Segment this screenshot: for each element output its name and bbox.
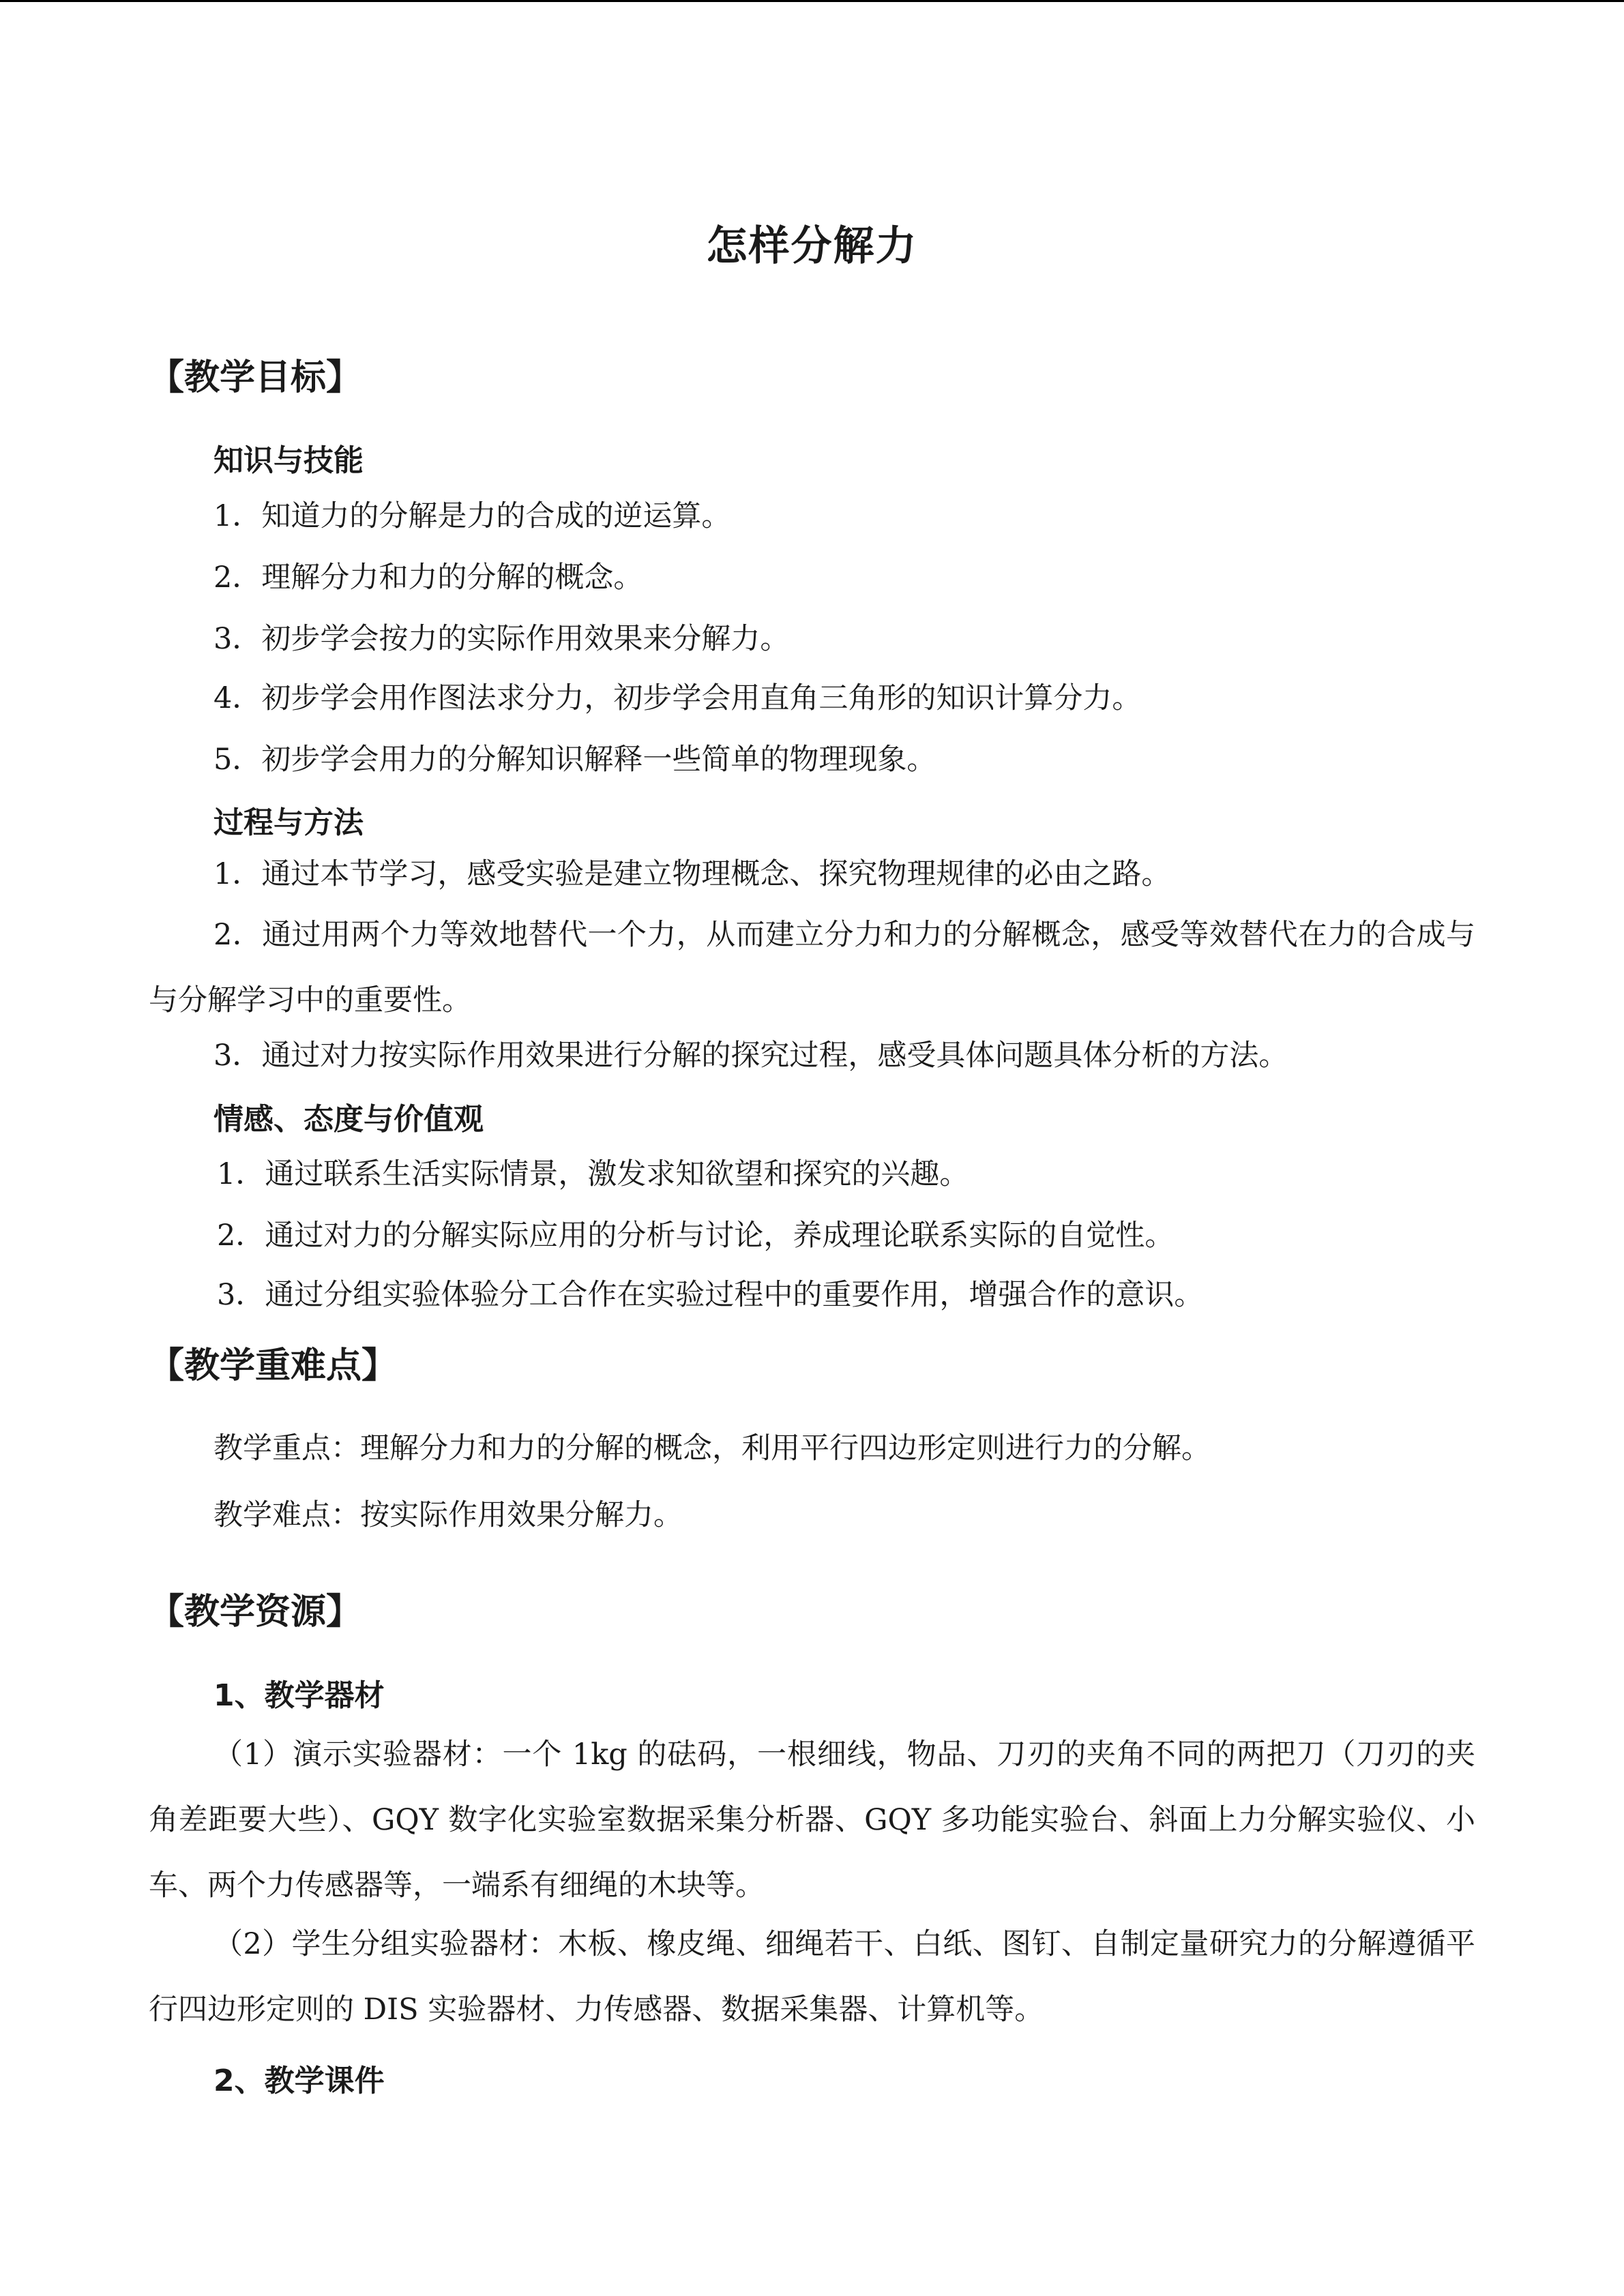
subheading-courseware: 2、教学课件: [213, 2063, 385, 2098]
section-heading-resources: 【教学资源】: [149, 1592, 362, 1632]
emotion-item-2: 2．通过对力的分解实际应用的分析与讨论，养成理论联系实际的自觉性。: [217, 1219, 1175, 1253]
section-heading-objectives: 【教学目标】: [149, 357, 362, 398]
subheading-emotion: 情感、态度与价值观: [213, 1102, 484, 1137]
process-item-2: 2．通过用两个力等效地替代一个力，从而建立分力和力的分解概念，感受等效替代在力的合成与与分解学习中的重要性。: [149, 918, 1475, 1017]
section-heading-key-points: 【教学重难点】: [149, 1345, 398, 1386]
process-item-3: 3．通过对力按实际作用效果进行分解的探究过程，感受具体问题具体分析的方法。: [213, 1039, 1288, 1073]
teaching-focus: 教学重点：理解分力和力的分解的概念，利用平行四边形定则进行力的分解。: [213, 1431, 1211, 1465]
subheading-process: 过程与方法: [213, 805, 364, 840]
emotion-item-3: 3．通过分组实验体验分工合作在实验过程中的重要作用，增强合作的意识。: [217, 1278, 1204, 1312]
student-equipment-paragraph: （2）学生分组实验器材：木板、橡皮绳、细绳若干、白纸、图钉、自制定量研究力的分解遵循平行四边形定则的 DIS 实验器材、力传感器、数据采集器、计算机等。: [149, 1927, 1475, 2027]
knowledge-item-5: 5．初步学会用力的分解知识解释一些简单的物理现象。: [213, 743, 936, 777]
knowledge-item-1: 1．知道力的分解是力的合成的逆运算。: [213, 499, 731, 533]
teaching-difficulty: 教学难点：按实际作用效果分解力。: [213, 1498, 683, 1532]
knowledge-item-4: 4．初步学会用作图法求分力，初步学会用直角三角形的知识计算分力。: [213, 681, 1142, 715]
demo-equipment-paragraph: （1）演示实验器材：一个 1kg 的砝码，一根细线，物品、刀刃的夹角不同的两把刀（刀刃的夹角差距要大些）、GQY 数字化实验室数据采集分析器、GQY 多功能实验台、斜面上力分解实验仪、小车、两个力传感器等，一端系有细绳的木块等。: [149, 1738, 1475, 1903]
subheading-equipment: 1、教学器材: [213, 1678, 385, 1713]
knowledge-item-3: 3．初步学会按力的实际作用效果来分解力。: [213, 622, 790, 656]
process-item-1: 1．通过本节学习，感受实验是建立物理概念、探究物理规律的必由之路。: [213, 857, 1171, 891]
knowledge-item-2: 2．理解分力和力的分解的概念。: [213, 561, 643, 595]
subheading-knowledge: 知识与技能: [213, 443, 364, 478]
document-title: 怎样分解力: [706, 222, 918, 270]
emotion-item-1: 1．通过联系生活实际情景，激发求知欲望和探究的兴趣。: [217, 1157, 969, 1191]
